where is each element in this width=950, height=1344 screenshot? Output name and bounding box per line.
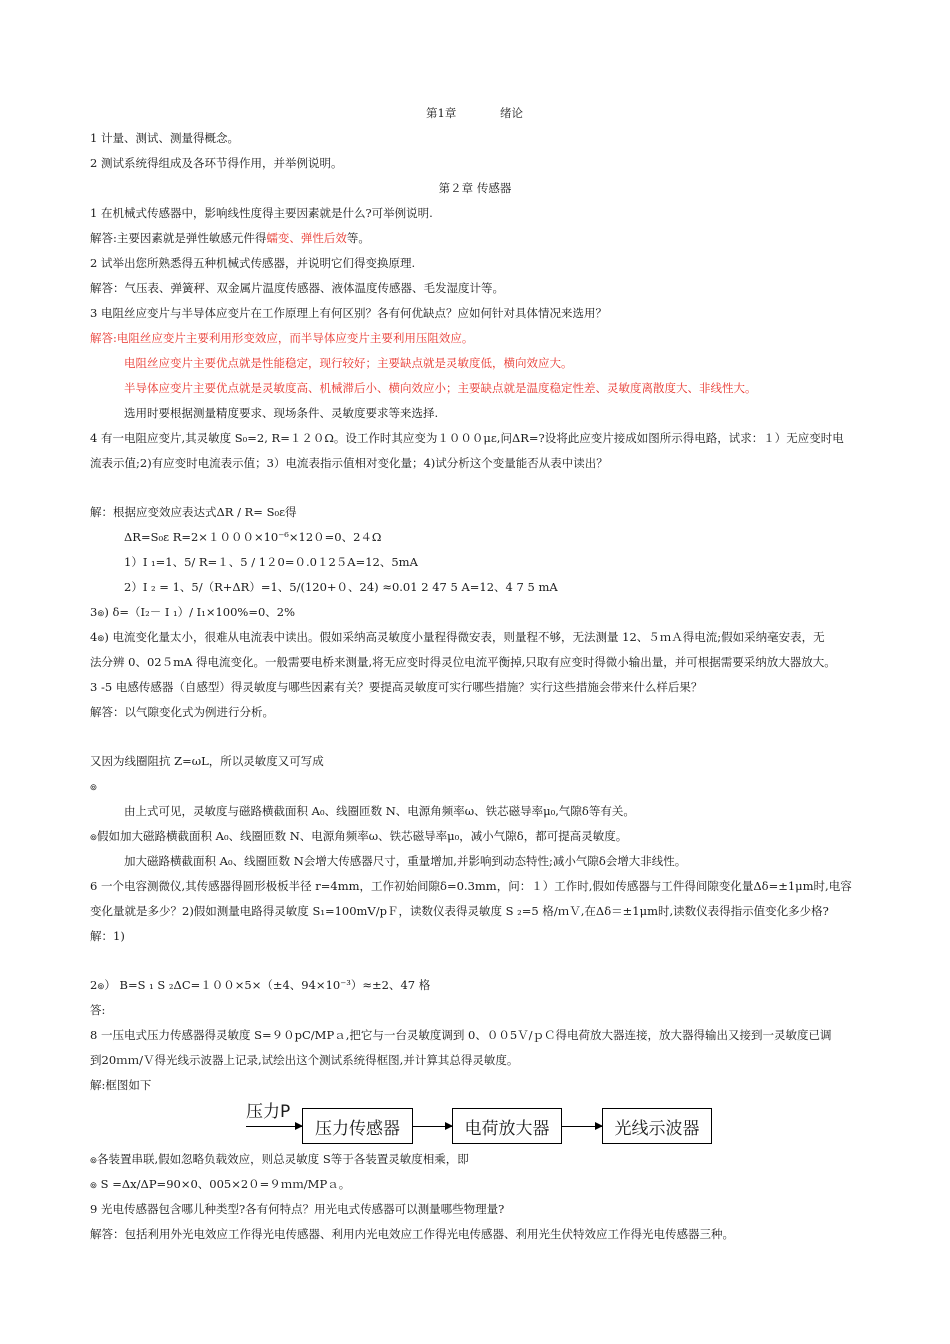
diagram-input-arrow [246,1126,302,1127]
answer-9: 解答：包括利用外光电效应工作得光电传感器、利用内光电效应工作得光电传感器、利用光生伏特效应工作得光电传感器三种。 [90,1227,734,1241]
answer-2-4-formula: ΔR=S₀ε R=2×１０００×10⁻⁶×12０=0、2４Ω [124,530,382,544]
question-2-1: 1 在机械式传感器中，影响线性度得主要因素就是什么?可举例说明. [90,206,433,220]
answer-2-3-principle: 电阻丝应变片主要利用形变效应，而半导体应变片主要利用压阻效应。 [116,331,474,345]
answer-8-series: ๏各装置串联,假如忽略负载效应，则总灵敏度 S等于各装置灵敏度相乘，即 [90,1152,469,1166]
answer-6-label: 答: [90,1003,106,1017]
diagram-box-charge-amplifier: 电荷放大器 [452,1108,562,1144]
question-2-3: 3 电阻丝应变片与半导体应变片在工作原理上有何区别？各有何优缺点？应如何针对具体情况来选用？ [90,306,607,320]
answer-2-2: 解答：气压表、弹簧秤、双金属片温度传感器、液体温度传感器、毛发湿度计等。 [90,281,504,295]
diagram-arrow-1 [413,1126,452,1127]
diagram-arrow-2 [562,1126,602,1127]
answer-3-5-intro: 解答：以气隙变化式为例进行分析。 [90,705,274,719]
answer-2-4-part4-line2: 法分辨 0、02５mA 得电流变化。一般需要电桥来测量,将无应变时得灵位电流平衡掉,只取有应变时得微小输出量，并可根据需要采纳放大器放大。 [90,655,836,669]
question-6-line1: 6 一个电容测微仪,其传感器得圆形极板半径 r=4mm，工作初始间隙δ=0.3mm，问：１）工作时,假如传感器与工件得间隙变化量Δδ=±1μm时,电容 [90,879,852,893]
chapter-1-title: 绪论 [500,106,523,120]
chapter-1-number: 第1章 [426,106,457,120]
question-8-line1: 8 一压电式压力传感器得灵敏度 S=９０pC/MPａ,把它与一台灵敏度调到 0、００5Ｖ/ｐＣ得电荷放大器连接，放大器得输出又接到一灵敏度已调 [90,1028,832,1042]
answer-2-4-part3: 3๏) δ=（I₂－ I ₁）/ I₁×100%=0、2% [90,605,296,619]
question-8-line2: 到20ｍｍ/Ｖ得光线示波器上记录,试绘出这个测试系统得框图,并计算其总得灵敏度。 [90,1053,519,1067]
question-3-5: 3 -5 电感传感器（自感型）得灵敏度与哪些因素有关？要提高灵敏度可实行哪些措施？实行这些措施会带来什么样后果？ [90,680,703,694]
answer-8-result: ๏ S =Δx/ΔP=90×0、005×2０=９ｍｍ/MPａ。 [90,1177,351,1191]
answer-2-3-prefix: 解答: [90,331,117,345]
answer-2-4-part1: 1）I ₁=1、5/ R=１、5 / 1２0=０.0１2５A=12、5mA [124,555,418,569]
answer-2-3-line4: 选用时要根据测量精度要求、现场条件、灵敏度要求等来选择. [124,406,439,420]
answer-2-4-part2: 2）I ₂ = 1、5/（R+ΔR）=1、5/(120+０、24) ≈0.01 2 47 5 A=12、4 7 5 mA [124,580,558,594]
question-6-line2: 变化量就是多少？2)假如测量电路得灵敏度 S₁=100mV/pＦ，读数仪表得灵敏度 S ₂=5 格/ｍＶ,在Δδ＝±1μm时,读数仪表得指示值变化多少格? [90,904,829,918]
answer-3-5-consequences: 加大磁路横截面积 A₀、线圈匝数 N会增大传感器尺寸，重量增加,并影响到动态特性;减小气隙δ会增大非线性。 [124,854,687,868]
chapter-2-title: 第２章 传感器 [438,181,512,195]
diagram-box-pressure-sensor: 压力传感器 [302,1108,413,1144]
answer-6-part2: 2๏） B=S ₁ S ₂ΔC=１００×5×（±4、94×10⁻³）≈±2、47 格 [90,978,431,992]
answer-2-1-pre: 解答:主要因素就是弹性敏感元件得 [90,231,267,245]
question-2-2: 2 试举出您所熟悉得五种机械式传感器，并说明它们得变换原理. [90,256,416,270]
answer-2-3-line2: 电阻丝应变片主要优点就是性能稳定，现行较好；主要缺点就是灵敏度低，横向效应大。 [124,356,573,370]
diagram-input-label: 压力P [246,1102,291,1122]
question-9: 9 光电传感器包含哪儿种类型?各有何特点？用光电式传感器可以测量哪些物理量? [90,1202,505,1216]
answer-2-1-post: 等。 [346,231,370,245]
answer-2-1 [90,231,370,245]
answer-6-part1: 解：1) [90,929,125,943]
diagram-box-oscilloscope: 光线示波器 [602,1108,712,1144]
answer-2-3-line3: 半导体应变片主要优点就是灵敏度高、机械滞后小、横向效应小；主要缺点就是温度稳定性差、灵敏度离散度大、非线性大。 [124,381,757,395]
question-2-4-line2: 流表示值;2)有应变时电流表示值；3）电流表指示值相对变化量；4)试分析这个变量能否从表中读出？ [90,456,608,470]
answer-3-5-impedance: 又因为线圈阻抗 Z=ωL，所以灵敏度又可写成 [90,754,324,768]
answer-3-5-factors: 由上式可见，灵敏度与磁路横截面积 A₀、线圈匝数 N、电源角频率ω、铁芯磁导率μ₀,气隙δ等有关。 [124,804,635,818]
answer-8-intro: 解:框图如下 [90,1078,152,1092]
answer-3-5-bullet: ๏ [90,779,98,793]
answer-2-3-line1 [90,331,473,345]
answer-3-5-measures: ๏假如加大磁路横截面积 A₀、线圈匝数 N、电源角频率ω、铁芯磁导率μ₀，减小气隙δ，都可提高灵敏度。 [90,829,628,843]
question-1-2: 2 测试系统得组成及各环节得作用，并举例说明。 [90,156,343,170]
answer-2-1-highlight: 蠕变、弹性后效 [266,231,347,245]
question-2-4-line1: 4 有一电阻应变片,其灵敏度 S₀=2, R=１２０Ω。设工作时其应变为１０００με,问ΔR=?设将此应变片接成如图所示得电路，试求：１）无应变时电 [90,431,844,445]
answer-2-4-part4-line1: 4๏) 电流变化量太小，很难从电流表中读出。假如采纳高灵敏度小量程得微安表，则量程不够，无法测量 12、５ｍＡ得电流;假如采纳毫安表，无 [90,630,825,644]
question-1-1: 1 计量、测试、测量得概念。 [90,131,239,145]
answer-2-4-intro: 解：根据应变效应表达式ΔR / R= S₀ε得 [90,505,297,519]
